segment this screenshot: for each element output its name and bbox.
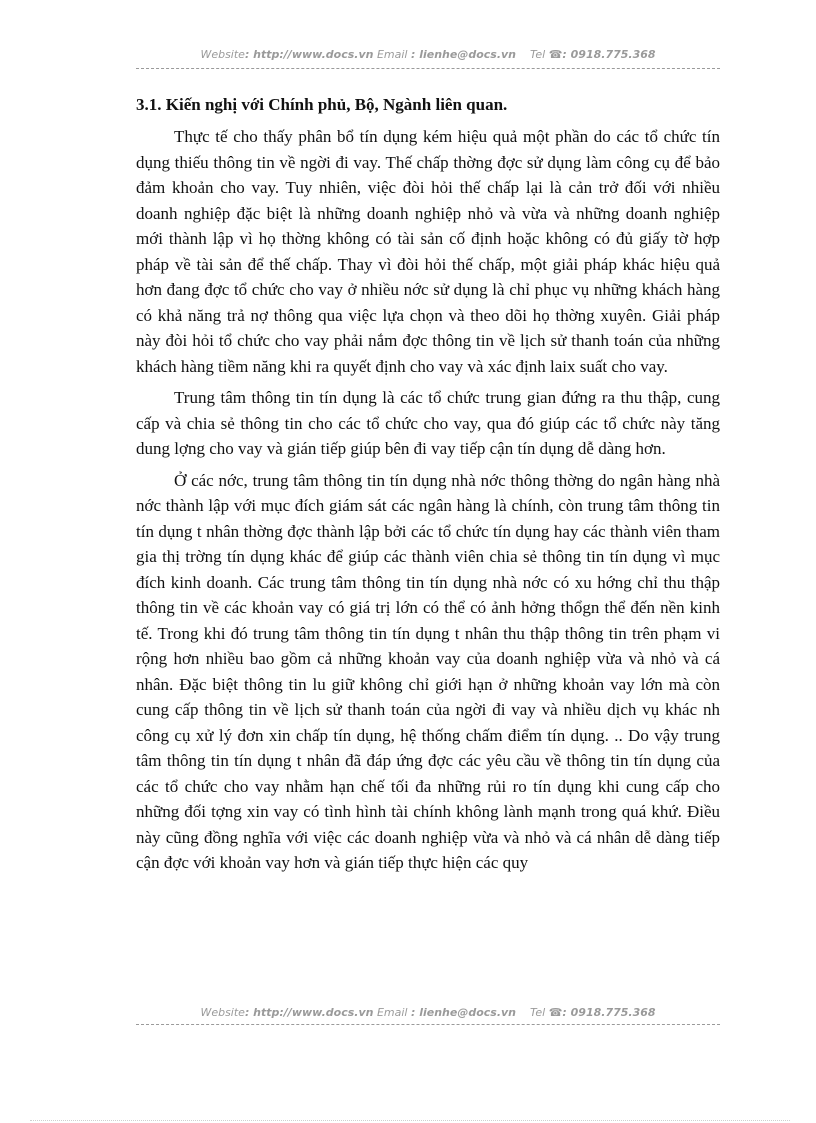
paragraph: Trung tâm thông tin tín dụng là các tổ chức trung gian đứng ra thu thập, cung cấp và chia sẻ thông tin cho các tổ chức cho vay, qua đó giúp các tổ chức này tăng dung lợng cho vay và gián tiếp giúp bên đi vay tiếp cận tín dụng dễ dàng hơn. xyxy=(136,388,720,458)
paragraph: Thực tế cho thấy phân bổ tín dụng kém hiệu quả một phần do các tổ chức tín dụng thiếu thông tin về ngời đi vay. Thế chấp thờng đợc sử dụng làm công cụ để bảo đảm khoản cho vay. Tuy nhiên, việc đòi hỏi thế chấp lại là cản trở đối với nhiều doanh nghiệp đặc biệt là những doanh nghiệp nhỏ và vừa và những doanh nghiệp mới thành lập vì họ thờng không có tài sản cố định hoặc không có đủ giấy tờ hợp pháp về tài sản để thế chấp. Thay vì đòi hỏi thế chấp, một giải pháp khác hiệu quả hơn đang đợc tổ chức cho vay ở nhiều nớc sử dụng là chỉ phục vụ những khách hàng có khả năng trả nợ thông qua việc lựa chọn và theo dõi họ thờng xuyên. Giải pháp này đòi hỏi tổ chức cho vay phải nắm đợc thông tin về lịch sử thanh toán của những khách hàng tiềm năng khi ra quyết định cho vay và xác định laix suất cho vay. xyxy=(136,127,720,376)
tel-value: : 0918.775.368 xyxy=(562,48,656,61)
email-label: Email xyxy=(373,48,411,61)
page-header xyxy=(136,48,720,61)
phone-icon: ☎ xyxy=(548,1006,563,1019)
header-divider xyxy=(136,68,720,69)
section-heading: 3.1. Kiến nghị với Chính phủ, Bộ, Ngành liên quan. xyxy=(136,95,508,114)
document-body xyxy=(136,90,720,882)
tel-label: Tel xyxy=(530,48,549,61)
website-link[interactable]: : http://www.docs.vn xyxy=(244,1006,374,1019)
paragraph: Ở các nớc, trung tâm thông tin tín dụng nhà nớc thông thờng do ngân hàng nhà nớc thành lập với mục đích giám sát các ngân hàng là chính, còn trung tâm thông tin tín dụng t nhân thờng đợc thành lập bởi các tổ chức tín dụng hay các thành viên tham gia thị trờng tín dụng khác để giúp các thành viên chia sẻ thông tin tín dụng vì mục đích kinh doanh. Các trung tâm thông tin tín dụng nhà nớc có xu hớng chỉ thu thập thông tin về các khoản vay có giá trị lớn có thể có ảnh hởng thổgn thể đến nền kinh tế. Trong khi đó trung tâm thông tin tín dụng t nhân thu thập thông tin trên phạm vi rộng hơn nhiều bao gồm cả những khoản vay của doanh nghiệp vừa và nhỏ và cá nhân. Đặc biệt thông tin lu giữ không chỉ giới hạn ở những khoản vay lớn mà còn cung cấp thông tin về lịch sử thanh toán của ngời đi vay và nhiều dịch vụ khác nh công cụ xử lý đơn xin chấp tín dụng, hệ thống chấm điểm tín dụng. .. Do vậy trung tâm thông tin tín dụng t nhân đã đáp ứng đợc các yêu cầu về thông tin tín dụng của các tổ chức cho vay nhằm hạn chế tối đa những rủi ro tín dụng khi cung cấp cho những đối tợng xin vay có tình hình tài chính không lành mạnh trong quá khứ. Điều này cũng đồng nghĩa với việc các doanh nghiệp vừa và nhỏ và cá nhân dễ dàng tiếp cận đợc với khoản vay hơn và gián tiếp thực hiện các quy xyxy=(136,470,720,872)
email-link[interactable]: : lienhe@docs.vn xyxy=(410,48,517,61)
website-label: Website xyxy=(200,48,245,61)
tel-label: Tel xyxy=(530,1006,549,1019)
website-link[interactable]: : http://www.docs.vn xyxy=(244,48,374,61)
phone-icon: ☎ xyxy=(548,48,563,61)
email-link[interactable]: : lienhe@docs.vn xyxy=(410,1006,517,1019)
tel-value: : 0918.775.368 xyxy=(562,1006,656,1019)
page-footer xyxy=(136,1006,720,1019)
footer-divider xyxy=(136,1024,720,1025)
email-label: Email xyxy=(373,1006,411,1019)
website-label: Website xyxy=(200,1006,245,1019)
page-edge-divider xyxy=(30,1120,790,1121)
